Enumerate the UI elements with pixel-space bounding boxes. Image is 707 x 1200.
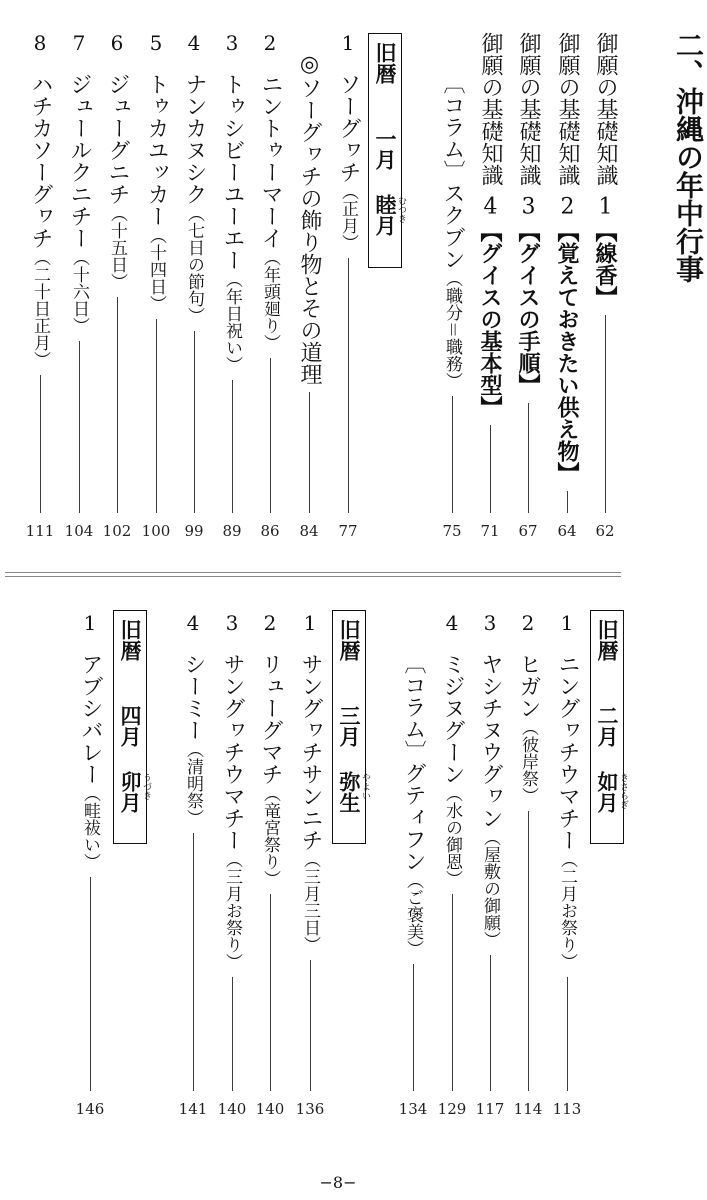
entry-topic: 【グイスの基本型】	[477, 220, 503, 418]
leader-line	[567, 491, 568, 513]
month-label: 四月	[118, 705, 142, 747]
entry-text	[336, 73, 360, 251]
entry-note: （竜宮祭り）	[260, 785, 280, 887]
entry-title: スクブン	[440, 182, 465, 270]
entry-text	[298, 653, 322, 953]
page-number: 114	[513, 1100, 543, 1118]
leader-line	[310, 960, 311, 1091]
month-name-text: 如月	[595, 771, 619, 813]
entry-note: （職分＝職務）	[442, 270, 462, 389]
entry-title: アブシバレー	[78, 653, 103, 785]
entry-text	[28, 73, 52, 368]
entry-number: 2	[521, 611, 535, 635]
toc-entry	[291, 612, 329, 1118]
page-number: 75	[442, 522, 462, 540]
entry-title: 御願の基礎知識	[516, 32, 541, 186]
entry-number: 4	[483, 196, 498, 218]
entry-note: （二月お祭り）	[557, 851, 577, 970]
toc-entry	[21, 32, 59, 540]
leader-line	[528, 403, 529, 513]
entry-number: 2	[263, 611, 277, 635]
entry-note: （十五日）	[107, 205, 127, 290]
toc-entry	[213, 612, 251, 1118]
toc-entry	[548, 612, 586, 1118]
leader-line	[193, 833, 194, 1091]
entry-note: （十六日）	[69, 249, 89, 334]
entry-number: 3	[483, 611, 497, 635]
month-name-text: 睦月	[373, 194, 397, 236]
entry-text	[182, 73, 206, 324]
entry-title: 御願の基礎知識	[555, 32, 580, 186]
month-name	[337, 771, 370, 813]
entry-number: 1	[598, 196, 613, 218]
month-name-reading: きさらぎ	[618, 773, 628, 809]
page-number: 117	[475, 1100, 505, 1118]
entry-title: グティフン	[401, 762, 426, 872]
toc-entry-column	[394, 612, 432, 1118]
leader-line	[348, 258, 349, 513]
entry-text	[258, 653, 282, 887]
leader-line	[232, 977, 233, 1091]
leader-line	[452, 396, 453, 513]
entry-text	[555, 653, 579, 970]
entry-text	[220, 73, 244, 373]
leader-line	[490, 955, 491, 1091]
entry-number: 2	[560, 196, 575, 218]
leader-line	[117, 297, 118, 513]
toc-entry	[71, 612, 109, 1118]
entry-text	[144, 73, 168, 312]
leader-line	[452, 894, 453, 1091]
leader-line	[490, 425, 491, 513]
entry-note: （年頭廻り）	[260, 249, 280, 351]
entry-title: ヤシチヌウグヮン	[478, 653, 503, 829]
page-number: 84	[299, 522, 319, 540]
entry-text	[297, 52, 321, 385]
calendar-label: 旧暦	[595, 619, 619, 661]
page-number: 89	[222, 522, 242, 540]
month-name	[118, 771, 151, 813]
toc-entry	[251, 32, 289, 540]
toc-entry	[60, 32, 98, 540]
entry-note: （正月）	[338, 183, 358, 251]
entry-title: ハチカソーグヮチ	[28, 73, 53, 249]
leader-line	[567, 977, 568, 1091]
entry-text	[516, 32, 540, 396]
entry-number: 4	[445, 611, 459, 635]
month-header-march	[332, 610, 370, 844]
entry-number: 4	[187, 31, 201, 55]
month-label: 三月	[337, 705, 361, 747]
month-header-february	[590, 610, 628, 844]
double-circle-mark: ◎	[297, 52, 322, 77]
month-name-reading: やよい	[360, 773, 370, 800]
entry-topic: 【覚えておきたい供え物】	[554, 220, 580, 484]
toc-entry	[175, 32, 213, 540]
entry-title: ジューグニチ	[105, 73, 130, 205]
chapter-title: 二、沖縄の年中行事	[672, 31, 705, 283]
page-number: 134	[398, 1100, 428, 1118]
entry-text	[401, 652, 425, 957]
entry-note: （彼岸祭）	[518, 719, 538, 804]
toc-entry	[174, 612, 212, 1118]
entry-text	[67, 73, 91, 334]
leader-line	[605, 315, 606, 513]
toc-entry	[251, 612, 289, 1118]
page-number: 71	[480, 522, 500, 540]
entry-number: 1	[341, 31, 355, 55]
entry-number: 5	[149, 31, 163, 55]
chapter-heading	[672, 31, 704, 283]
page-folio: −8−	[319, 1173, 357, 1192]
entry-title: シーミー	[181, 653, 206, 741]
entry-title: ヒガン	[516, 653, 541, 719]
page-number: 64	[557, 522, 577, 540]
entry-title: ナンカヌシク	[182, 73, 207, 205]
entry-number: 8	[33, 31, 47, 55]
entry-text	[78, 653, 102, 870]
entry-text	[258, 73, 282, 351]
entry-number: 7	[72, 31, 86, 55]
calendar-label: 旧暦	[373, 42, 397, 84]
leader-line	[194, 331, 195, 513]
page-number: 77	[338, 522, 358, 540]
month-header-april	[113, 610, 151, 844]
entry-note: （二十日正月）	[30, 249, 50, 368]
page-number: 104	[64, 522, 94, 540]
page-number: 102	[102, 522, 132, 540]
entry-number: 3	[521, 196, 536, 218]
entry-title: ニングヮチウマチー	[555, 653, 580, 851]
toc-entry-basics	[471, 32, 509, 540]
entry-text	[593, 32, 617, 308]
entry-note: （畦祓い）	[80, 785, 100, 870]
entry-title: リューグマチ	[258, 653, 283, 785]
entry-title: ジュールクニチー	[67, 73, 92, 249]
entry-note: （三月三日）	[300, 851, 320, 953]
calendar-label: 旧暦	[337, 619, 361, 661]
entry-note: （清明祭）	[183, 741, 203, 826]
toc-entry-basics	[586, 32, 624, 540]
month-name-reading: うづき	[141, 773, 151, 800]
toc-entry	[329, 32, 367, 540]
entry-number: 1	[303, 611, 317, 635]
entry-number: 1	[560, 611, 574, 635]
column-label: 〔コラム〕	[401, 652, 426, 762]
column-label: 〔コラム〕	[440, 72, 465, 182]
leader-line	[232, 380, 233, 513]
page-number: 113	[552, 1100, 582, 1118]
leader-line	[309, 392, 310, 513]
toc-entry	[471, 612, 509, 1118]
entry-title: 御願の基礎知識	[593, 32, 618, 186]
toc-entry	[509, 612, 547, 1118]
leader-line	[270, 358, 271, 513]
page-number: 86	[260, 522, 280, 540]
toc-entry-basics	[509, 32, 547, 540]
month-label: 一月	[373, 128, 397, 170]
entry-title: ニントゥーマーイ	[258, 73, 283, 249]
toc-entry-basics	[548, 32, 586, 540]
toc-entry	[433, 612, 471, 1118]
entry-title: トゥカユッカー	[144, 73, 169, 227]
toc-entry	[290, 32, 328, 540]
entry-number: 3	[225, 31, 239, 55]
entry-text	[555, 32, 579, 484]
section-divider	[5, 572, 621, 577]
entry-note: （屋敷の御願）	[480, 829, 500, 948]
entry-note: （ご褒美）	[403, 872, 423, 957]
page-number: 136	[295, 1100, 325, 1118]
entry-title: サングヮチサンニチ	[298, 653, 323, 851]
entry-title: ソーグヮチ	[336, 73, 361, 183]
entry-number: 4	[186, 611, 200, 635]
calendar-label: 旧暦	[118, 619, 142, 661]
entry-title: サングヮチウマチー	[220, 653, 245, 851]
entry-text	[478, 653, 502, 948]
month-name-text: 弥生	[337, 771, 361, 813]
page-number: 100	[141, 522, 171, 540]
leader-line	[156, 319, 157, 513]
entry-title: ミジヌグーン	[440, 653, 465, 785]
toc-entry	[137, 32, 175, 540]
month-label: 二月	[595, 705, 619, 747]
month-name	[595, 771, 628, 813]
month-name-text: 卯月	[118, 771, 142, 813]
entry-text	[105, 73, 129, 290]
entry-number: 2	[263, 31, 277, 55]
page-number: 141	[178, 1100, 208, 1118]
entry-title: トゥシビーユーエー	[220, 73, 245, 271]
page-number: 62	[595, 522, 615, 540]
leader-line	[79, 341, 80, 513]
entry-number: 1	[83, 611, 97, 635]
page-number: 140	[255, 1100, 285, 1118]
entry-note: （七日の節句）	[184, 205, 204, 324]
entry-text	[478, 32, 502, 418]
entry-title: ソーグヮチの飾り物とその道理	[297, 77, 322, 385]
leader-line	[40, 375, 41, 513]
entry-title: 御願の基礎知識	[478, 32, 503, 186]
toc-entry	[98, 32, 136, 540]
month-name	[373, 194, 406, 236]
entry-note: （三月お祭り）	[222, 851, 242, 970]
entry-topic: 【グイスの手順】	[515, 220, 541, 396]
entry-note: （年日祝い）	[222, 271, 242, 373]
leader-line	[270, 894, 271, 1091]
page-number: 111	[25, 522, 55, 540]
entry-text	[220, 653, 244, 970]
month-name-reading: むつき	[396, 196, 406, 223]
entry-text	[516, 653, 540, 804]
entry-text	[440, 653, 464, 887]
entry-text	[440, 72, 464, 389]
leader-line	[528, 811, 529, 1091]
entry-note: （十四日）	[146, 227, 166, 312]
toc-entry-column	[433, 32, 471, 540]
entry-text	[181, 653, 205, 826]
page-number: 129	[437, 1100, 467, 1118]
leader-line	[413, 964, 414, 1091]
toc-entry	[213, 32, 251, 540]
page-number: 67	[518, 522, 538, 540]
month-header-january	[368, 33, 406, 268]
page-number: 140	[217, 1100, 247, 1118]
entry-number: 3	[225, 611, 239, 635]
entry-topic: 【線香】	[592, 220, 618, 308]
page-number: 146	[75, 1100, 105, 1118]
entry-number: 6	[110, 31, 124, 55]
entry-note: （水の御恩）	[442, 785, 462, 887]
leader-line	[90, 877, 91, 1091]
page-number: 99	[184, 522, 204, 540]
